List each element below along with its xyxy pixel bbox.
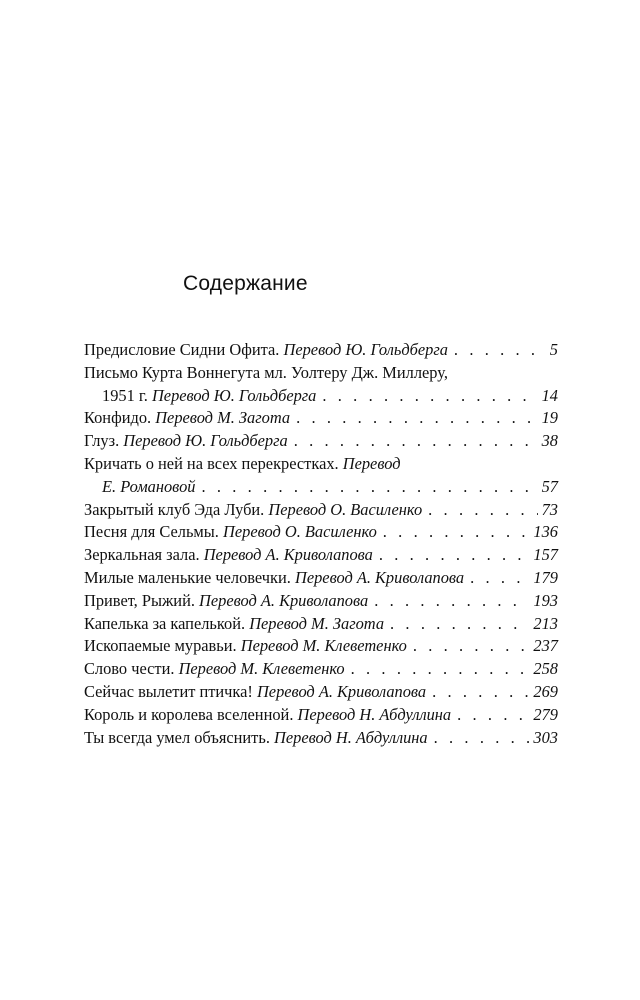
toc-entry-preface[interactable]: [84, 340, 558, 363]
leader-dots: [448, 340, 544, 360]
entry-title: Кричать о ней на всех перекрестках.: [84, 453, 343, 473]
entry-translator: Перевод Ю. Гольдберга: [123, 431, 288, 451]
entry-title: 1951 г.: [102, 385, 152, 405]
leader-dots: [384, 614, 529, 634]
entry-title: Милые маленькие человечки.: [84, 567, 295, 587]
entry-title: Привет, Рыжий.: [84, 590, 200, 610]
leader-dots: [464, 568, 529, 588]
toc-entry-birdie[interactable]: [84, 682, 558, 705]
entry-title: Капелька за капелькой.: [84, 613, 250, 633]
leader-dots: [451, 705, 529, 725]
entry-translator: Перевод: [342, 453, 401, 473]
entry-page: 157: [533, 545, 558, 565]
entry-title: Предисловие Сидни Офита.: [84, 340, 284, 359]
toc-entry-king-queen[interactable]: [84, 705, 558, 728]
toc-entry-honor[interactable]: [84, 659, 558, 682]
entry-translator: Перевод М. Клеветенко: [240, 636, 407, 656]
leader-dots: [426, 682, 529, 702]
entry-translator: Перевод М. Клеветенко: [178, 659, 345, 679]
entry-title: Песня для Сельмы.: [84, 522, 224, 542]
entry-page: 5: [549, 340, 558, 359]
entry-title: Зеркальная зала.: [84, 545, 204, 565]
entry-translator: Перевод А. Криволапова: [203, 545, 373, 565]
toc-entry-club[interactable]: [84, 500, 558, 523]
entry-title: Ископаемые муравьи.: [84, 636, 241, 656]
leader-dots: [368, 591, 529, 611]
entry-translator: Перевод О. Василенко: [268, 499, 423, 519]
entry-translator: Перевод Ю. Гольдберга: [283, 340, 448, 359]
entry-translator: Перевод Н. Абдуллина: [297, 704, 452, 724]
entry-title: Закрытый клуб Эда Луби.: [84, 499, 269, 519]
entry-page: 38: [541, 431, 558, 451]
table-of-contents: [84, 340, 558, 750]
leader-dots: [373, 545, 530, 565]
entry-translator: Перевод Н. Абдуллина: [274, 727, 428, 747]
entry-translator: Е. Романовой: [102, 476, 196, 496]
toc-entry-glooz[interactable]: [84, 431, 558, 454]
entry-page: 57: [541, 476, 558, 496]
toc-entry-mirrors[interactable]: [84, 545, 558, 568]
toc-entry-shout-part2[interactable]: [84, 477, 558, 500]
leader-dots: [422, 500, 537, 520]
entry-page: 136: [533, 522, 558, 542]
toc-entry-confido[interactable]: [84, 408, 558, 431]
entry-page: 19: [541, 408, 558, 428]
entry-title: Слово чести.: [84, 659, 179, 679]
entry-translator: Перевод А. Криволапова: [256, 681, 427, 701]
toc-entry-drop[interactable]: [84, 614, 558, 637]
entry-page: 303: [533, 727, 558, 747]
entry-title: Ты всегда умел объяснить.: [84, 727, 275, 747]
entry-page: 258: [533, 659, 558, 679]
toc-entry-explain[interactable]: [84, 728, 558, 751]
toc-entry-letter-part1[interactable]: [84, 363, 558, 386]
entry-page: 73: [541, 499, 558, 519]
entry-page: 179: [533, 567, 558, 587]
entry-title: Конфидо.: [84, 408, 156, 428]
entry-page: 279: [533, 704, 558, 724]
entry-title: Король и королева вселенной.: [84, 704, 298, 724]
entry-translator: Перевод М. Загота: [155, 408, 291, 428]
entry-translator: Перевод М. Загота: [249, 613, 385, 633]
toc-entry-ants[interactable]: [84, 636, 558, 659]
leader-dots: [377, 522, 530, 542]
entry-page: 237: [533, 636, 558, 656]
leader-dots: [290, 408, 538, 428]
entry-title: Письмо Курта Воннегута мл. Уолтеру Дж. Миллеру,: [84, 362, 448, 382]
entry-translator: Перевод А. Криволапова: [199, 590, 369, 610]
leader-dots: [316, 386, 537, 406]
entry-page: 213: [533, 613, 558, 633]
toc-entry-letter-part2[interactable]: [84, 386, 558, 409]
entry-page: 269: [533, 681, 558, 701]
entry-page: 14: [541, 385, 558, 405]
entry-title: Глуз.: [84, 431, 124, 451]
entry-translator: Перевод О. Василенко: [223, 522, 377, 542]
entry-title: Сейчас вылетит птичка!: [84, 681, 257, 701]
entry-translator: Перевод Ю. Гольдберга: [151, 385, 317, 405]
toc-entry-little-people[interactable]: [84, 568, 558, 591]
leader-dots: [428, 728, 530, 748]
toc-entry-shout-part1[interactable]: [84, 454, 558, 477]
toc-entry-selma[interactable]: [84, 522, 558, 545]
leader-dots: [407, 636, 530, 656]
leader-dots: [345, 659, 530, 679]
entry-translator: Перевод А. Криволапова: [294, 567, 465, 587]
leader-dots: [288, 431, 538, 451]
entry-page: 193: [533, 590, 558, 610]
toc-heading: Содержание: [183, 272, 308, 295]
toc-entry-red[interactable]: [84, 591, 558, 614]
leader-dots: [195, 477, 537, 497]
